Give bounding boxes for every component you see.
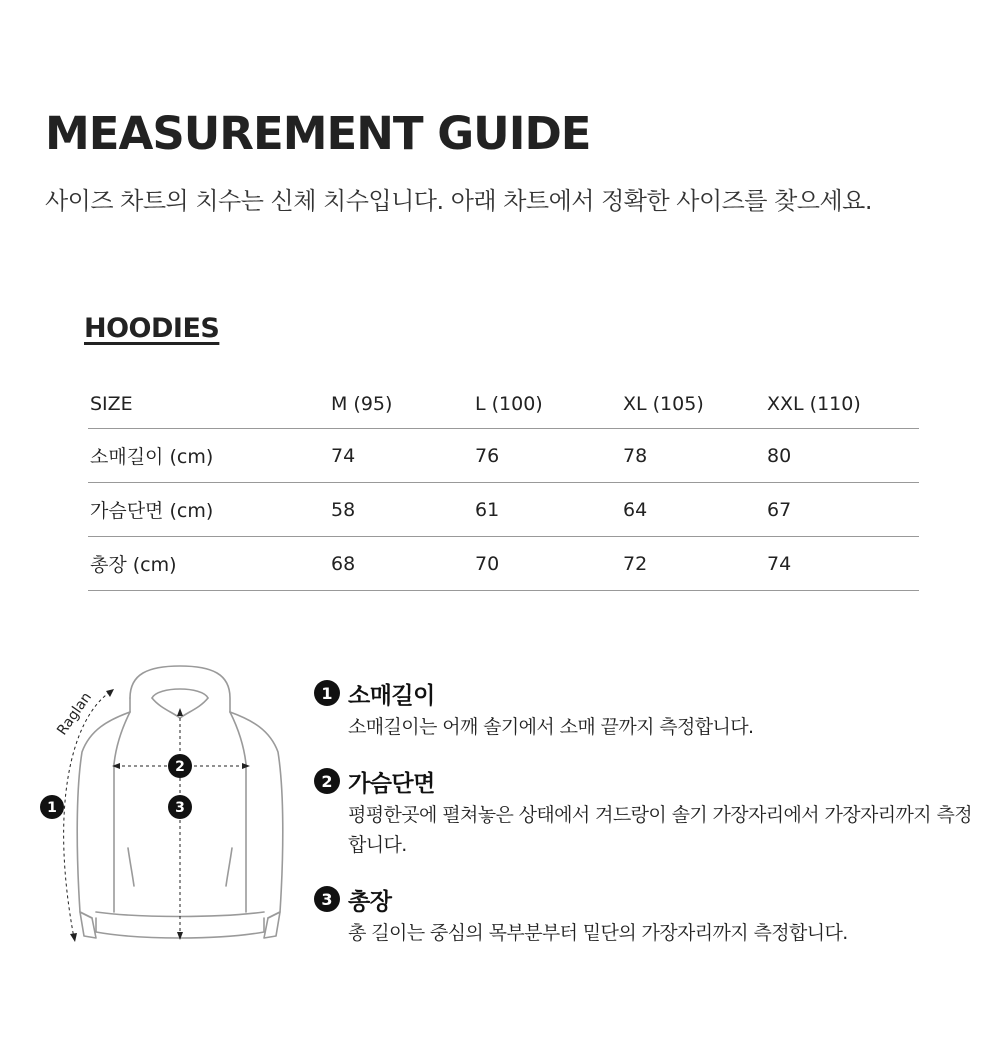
table-cell: 70 <box>473 537 621 591</box>
note-description: 소매길이는 어깨 솔기에서 소매 끝까지 측정합니다. <box>348 716 754 738</box>
note-number-badge: 3 <box>314 886 340 912</box>
note-title: 가슴단면 <box>348 770 435 797</box>
row-label: 가슴단면 (cm) <box>88 483 329 537</box>
column-header-xxl: XXL (110) <box>765 380 919 429</box>
note-number-badge: 1 <box>314 680 340 706</box>
table-cell: 67 <box>765 483 919 537</box>
table-row <box>88 537 919 591</box>
measurement-arrowheads <box>70 689 250 942</box>
table-cell: 64 <box>621 483 765 537</box>
note-total-length <box>314 882 974 948</box>
table-cell: 72 <box>621 537 765 591</box>
note-chest-width <box>314 764 974 860</box>
size-table <box>88 380 919 591</box>
hoodie-diagram <box>30 650 300 950</box>
row-label: 총장 (cm) <box>88 537 329 591</box>
table-cell: 68 <box>329 537 473 591</box>
note-number-badge: 2 <box>314 768 340 794</box>
column-header-m: M (95) <box>329 380 473 429</box>
note-sleeve-length <box>314 676 974 742</box>
table-cell: 76 <box>473 429 621 483</box>
section-title-hoodies: HOODIES <box>84 313 220 344</box>
column-header-size: SIZE <box>88 380 329 429</box>
measurement-lines <box>64 692 246 938</box>
table-cell: 78 <box>621 429 765 483</box>
table-cell: 80 <box>765 429 919 483</box>
table-cell: 74 <box>765 537 919 591</box>
table-cell: 61 <box>473 483 621 537</box>
marker-2 <box>168 754 192 778</box>
note-title: 총장 <box>348 888 392 915</box>
note-title: 소매길이 <box>348 682 435 709</box>
table-cell: 74 <box>329 429 473 483</box>
table-row <box>88 429 919 483</box>
marker-1 <box>40 795 64 819</box>
marker-3 <box>168 795 192 819</box>
page-title: MEASUREMENT GUIDE <box>45 107 591 160</box>
table-header-row <box>88 380 919 429</box>
marker-3-label: 3 <box>175 800 185 816</box>
measurement-notes <box>314 676 974 970</box>
raglan-label: Raglan <box>54 689 95 739</box>
table-row <box>88 483 919 537</box>
marker-2-label: 2 <box>175 759 185 775</box>
marker-1-label: 1 <box>47 800 57 816</box>
note-description: 평평한곳에 펼쳐놓은 상태에서 겨드랑이 솔기 가장자리에서 가장자리까지 측정합니다. <box>348 804 972 856</box>
column-header-l: L (100) <box>473 380 621 429</box>
page-subtitle: 사이즈 차트의 치수는 신체 치수입니다. 아래 차트에서 정확한 사이즈를 찾으세요. <box>45 187 872 215</box>
table-cell: 58 <box>329 483 473 537</box>
note-description: 총 길이는 중심의 목부분부터 밑단의 가장자리까지 측정합니다. <box>348 922 848 944</box>
column-header-xl: XL (105) <box>621 380 765 429</box>
row-label: 소매길이 (cm) <box>88 429 329 483</box>
